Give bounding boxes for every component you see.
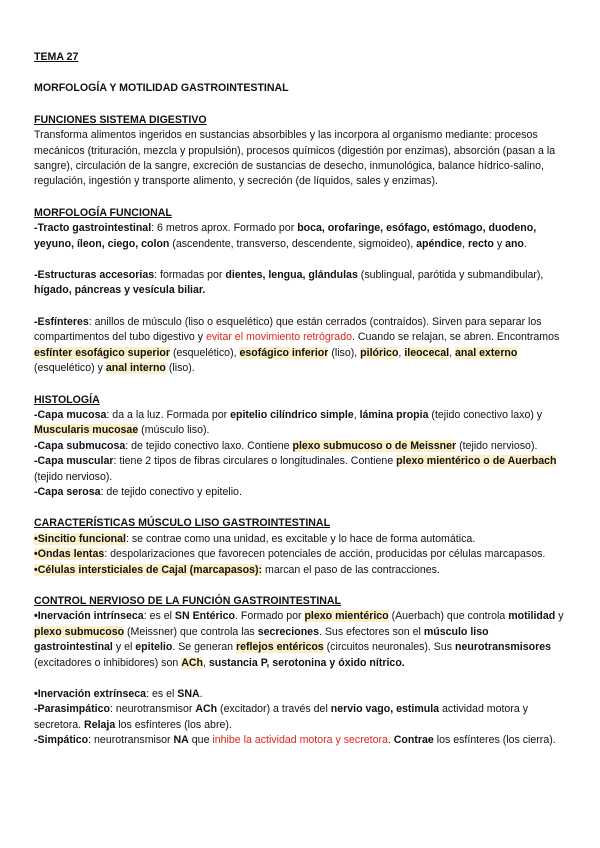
paragraph-esfinteres: -Esfínteres: anillos de músculo (liso o esquelético) que están cerrados (contraídos). Sirven para separar los compartimentos del tubo digestivo y evitar el movimiento retrógrado. Cuando se relajan, se abren. Encontramos esfínter esofágico superior (esquelético), esofágico inferior (liso), pilórico, ileocecal, anal externo (esquelético) y anal interno (liso). [34, 315, 560, 375]
section-heading: HISTOLOGÍA [34, 393, 100, 406]
section-heading: MORFOLOGÍA FUNCIONAL [34, 206, 172, 219]
term: -Esfínteres [34, 315, 89, 328]
section-control-nervioso [34, 594, 566, 749]
paragraph-submucosa: -Capa submucosa: de tejido conectivo laxo. Contiene plexo submucoso o de Meissner (tejido nervioso). [34, 439, 538, 452]
section-morfologia [34, 206, 566, 377]
paragraph-ondas: •Ondas lentas: despolarizaciones que favorecen potenciales de acción, producidas por células marcapasos. [34, 548, 546, 561]
section-heading: FUNCIONES SISTEMA DIGESTIVO [34, 113, 207, 126]
paragraph: Transforma alimentos ingeridos en sustancias absorbibles y las incorpora al organismo mediante: procesos mecánicos (trituración, mezcla y propulsión), procesos químicos (digestión por enzimas), absorción (pasan a la sangre), circulación de la sangre, excreción de sustancias de desecho, inmunológica, balance hídrico-salino, regulación, ingestión y transporte alimento, y secreción (de líquidos, sales y enzimas). [34, 129, 556, 188]
section-heading: CARACTERÍSTICAS MÚSCULO LISO GASTROINTESTINAL [34, 517, 331, 530]
tema-number: TEMA 27 [34, 51, 79, 63]
highlight-red: inhibe la actividad motora y secretora [212, 734, 388, 747]
paragraph-simpatico: -Simpático: neurotransmisor NA que inhibe la actividad motora y secretora. Contrae los esfínteres (los cierra). [34, 734, 556, 747]
paragraph-tracto: -Tracto gastrointestinal: 6 metros aprox. Formado por boca, orofaringe, esófago, estómago, duodeno, yeyuno, íleon, ciego, colon (ascendente, transverso, descendente, sigmoideo), apéndice, recto y ano. [34, 222, 537, 250]
section-funciones [34, 113, 566, 190]
paragraph-sincitio: •Sincitio funcional: se contrae como una unidad, es excitable y lo hace de forma automática. [34, 532, 476, 545]
paragraph-parasimpatico: -Parasimpático: neurotransmisor ACh (excitador) a través del nervio vago, estimula actividad motora y secretora. Relaja los esfínteres (los abre). [34, 703, 528, 731]
paragraph-cajal: •Células intersticiales de Cajal (marcapasos): marcan el paso de las contracciones. [34, 563, 440, 576]
section-caracteristicas [34, 516, 566, 578]
paragraph-intrinseca: •Inervación intrínseca: es el SN Entérico. Formado por plexo mientérico (Auerbach) que controla motilidad y plexo submucoso (Meissner) que controla las secreciones. Sus efectores son el músculo liso gastrointestinal y el epitelio. Se generan reflejos entéricos (circuitos neuronales). Sus neurotransmisores (excitadores o inhibidores) son ACh, sustancia P, serotonina y óxido nítrico. [34, 610, 564, 669]
highlight-red: evitar el movimiento retrógrado [205, 331, 352, 344]
term: -Estructuras accesorias [34, 269, 155, 282]
paragraph-extrinseca: •Inervación extrínseca: es el SNA. [34, 688, 203, 700]
paragraph-serosa: -Capa serosa: de tejido conectivo y epitelio. [34, 485, 242, 498]
section-heading: CONTROL NERVIOSO DE LA FUNCIÓN GASTROINTESTINAL [34, 594, 342, 607]
document-title: MORFOLOGÍA Y MOTILIDAD GASTROINTESTINAL [34, 82, 289, 95]
paragraph-mucosa: -Capa mucosa: da a la luz. Formada por epitelio cilíndrico simple, lámina propia (tejido conectivo laxo) y Muscularis mucosae (músculo liso). [34, 408, 543, 437]
paragraph-accesorias: -Estructuras accesorias: formadas por dientes, lengua, glándulas (sublingual, parótida y submandibular), hígado, páncreas y vesícula biliar. [34, 269, 544, 297]
term: -Tracto gastrointestinal [34, 222, 152, 235]
section-histologia [34, 393, 566, 501]
paragraph-muscular: -Capa muscular: tiene 2 tipos de fibras circulares o longitudinales. Contiene plexo mientérico o de Auerbach (tejido nervioso). [34, 455, 557, 483]
